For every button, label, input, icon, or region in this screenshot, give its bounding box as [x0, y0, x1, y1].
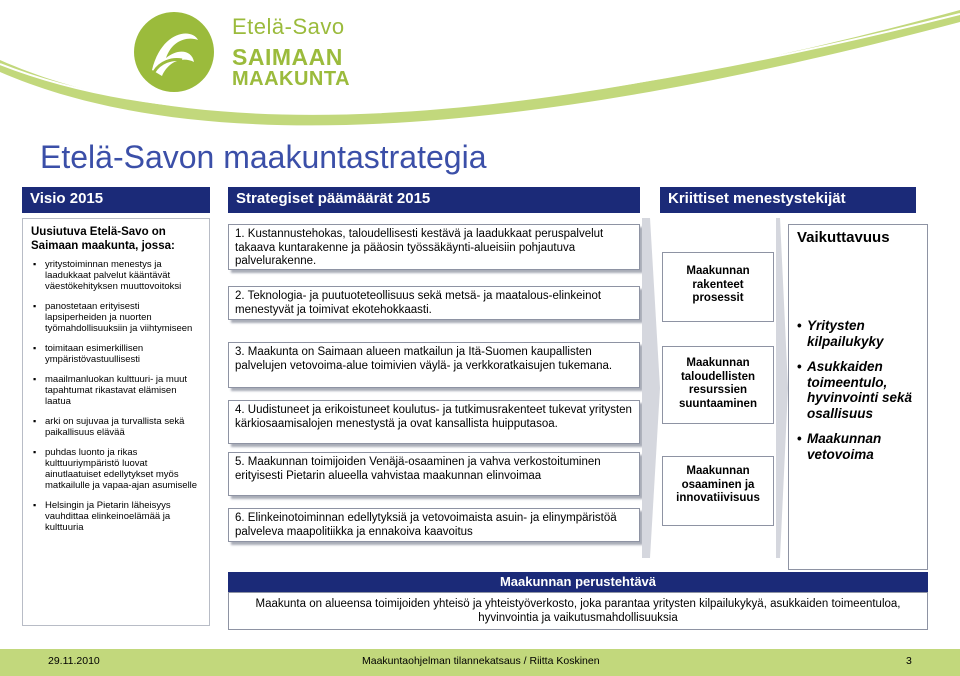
vaikuttavuus-item: • Asukkaiden toimeentulo, hyvinvointi sekä osallisuus [797, 359, 923, 421]
vaikuttavuus-title: Vaikuttavuus [797, 229, 890, 246]
page-title: Etelä-Savon maakuntastrategia [40, 139, 487, 175]
footer-center-text: Maakuntaohjelman tilannekatsaus / Riitta Koskinen [362, 655, 600, 667]
critical-box-2: Maakunnan taloudellisten resurssien suuntaaminen [662, 346, 774, 424]
goal-2: 2. Teknologia- ja puutuoteteollisuus sekä metsä- ja maatalous-elinkeinot menestyvät ja toimivat ekotehokkaasti. [228, 286, 640, 320]
perustehtava-text: Maakunta on alueensa toimijoiden yhteisö ja yhteistyöverkosto, joka parantaa yritysten kilpailukykyä, asukkaiden toimeentuloa, hyvinvointia ja vaikutusmahdollisuuksia [228, 592, 928, 630]
perustehtava-header: Maakunnan perustehtävä [228, 572, 928, 592]
right-arrows-icon [642, 218, 660, 558]
saimaan-maakunta-logo-icon [132, 10, 216, 94]
strategiset-header: Strategiset päämäärät 2015 [228, 187, 640, 213]
vaikuttavuus-list [789, 318, 927, 462]
footer-date: 29.11.2010 [48, 655, 100, 667]
goal-3: 3. Maakunta on Saimaan alueen matkailun ja Itä-Suomen kaupallisten palvelujen vetovoima-alue toimivien väylä- ja verkkoratkaisujen tukemana. [228, 342, 640, 388]
goal-6: 6. Elinkeinotoiminnan edellytyksiä ja vetovoimaista asuin- ja elinympäristöä palveleva maapolitiikka ja ennakoiva kaavoitus [228, 508, 640, 542]
footer-bar [0, 649, 960, 676]
brand-line-1: Etelä-Savo [232, 14, 345, 39]
vaikuttavuus-item: • Yritysten kilpailukyky [797, 318, 923, 349]
vaikuttavuus-panel [788, 224, 928, 570]
visio-item: ▪ toimitaan esimerkillisen ympäristövastuullisesti [33, 343, 203, 365]
critical-box-1: Maakunnan rakenteet prosessit [662, 252, 774, 322]
visio-panel [22, 218, 210, 626]
visio-item: ▪ puhdas luonto ja rikas kulttuuriympäristö luovat ainutlaatuiset edellytykset myös matkailulle ja vapaa-ajan asumiselle [33, 447, 203, 491]
goal-5: 5. Maakunnan toimijoiden Venäjä-osaaminen ja vahva verkostoituminen erityisesti Pietarin alueella vahvistaa maakunnan elinvoimaa [228, 452, 640, 496]
visio-list [23, 259, 209, 533]
right-arrows-icon [776, 218, 788, 558]
visio-item: ▪ yritystoiminnan menestys ja laadukkaat palvelut kääntävät väestökehityksen muuttovoitoksi [33, 259, 203, 292]
vaikuttavuus-item: • Maakunnan vetovoima [797, 431, 923, 462]
visio-header: Visio 2015 [22, 187, 210, 213]
critical-box-3: Maakunnan osaaminen ja innovatiivisuus [662, 456, 774, 526]
visio-item: ▪ Helsingin ja Pietarin läheisyys vauhdittaa elinkeinoelämää ja kulttuuria [33, 500, 203, 533]
visio-item: ▪ panostetaan erityisesti lapsiperheiden ja nuorten työmahdollisuuksiin ja viihtymiseen [33, 301, 203, 334]
visio-item: ▪ arki on sujuvaa ja turvallista sekä paikallisuus elävää [33, 416, 203, 438]
visio-item: ▪ maailmanluokan kulttuuri- ja muut tapahtumat rikastavat elämisen laatua [33, 374, 203, 407]
goal-1: 1. Kustannustehokas, taloudellisesti kestävä ja laadukkaat peruspalvelut takaava kuntarakenne ja pääosin työssäkäynti-alueisiin pohjautuva palvelurakenne. [228, 224, 640, 270]
brand-line-2: SAIMAAN [232, 44, 343, 70]
goal-4: 4. Uudistuneet ja erikoistuneet koulutus- ja tutkimusrakenteet tukevat yritysten kärkiosaamisalojen menestystä ja ovat kansallista huipputasoa. [228, 400, 640, 444]
footer-page-number: 3 [906, 655, 912, 667]
visio-heading: Uusiutuva Etelä-Savo on Saimaan maakunta, jossa: [31, 226, 175, 252]
kriittiset-header: Kriittiset menestystekijät [660, 187, 916, 213]
brand-line-3: MAAKUNTA [232, 68, 351, 90]
